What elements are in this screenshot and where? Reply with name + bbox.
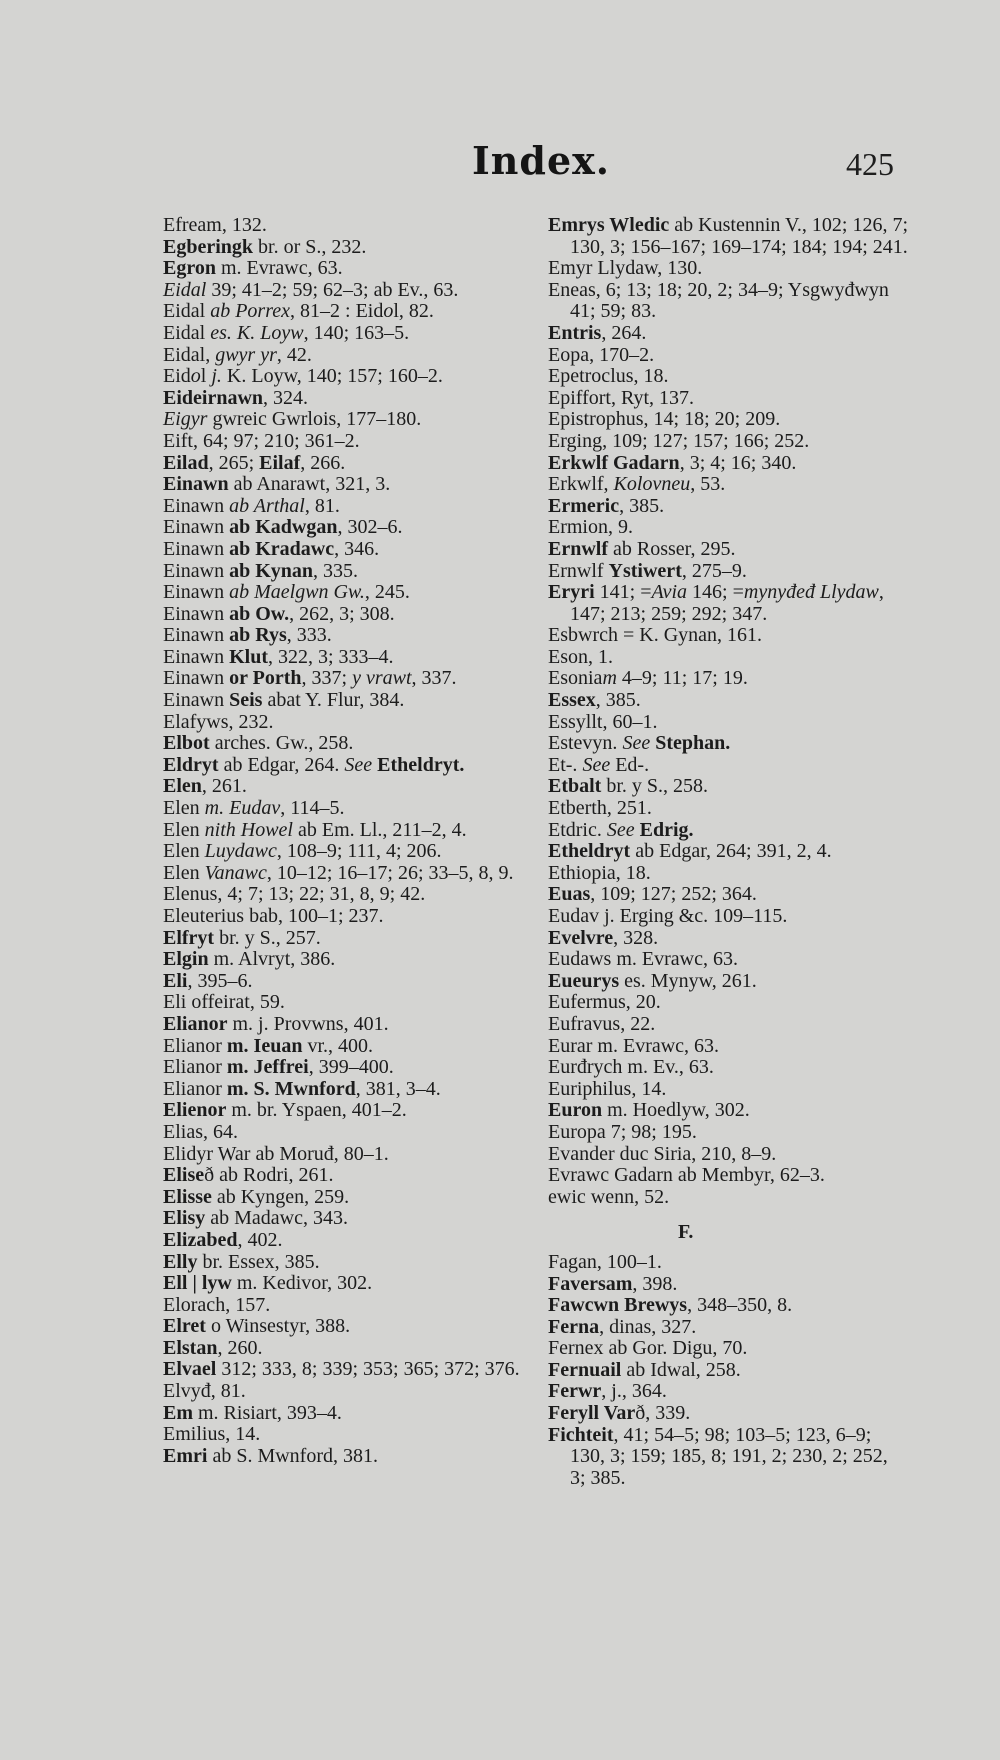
index-entry: Elen, 261. bbox=[163, 775, 247, 798]
index-entry: Epistrophus, 14; 18; 20; 209. bbox=[548, 408, 781, 431]
index-entry: Ethiopia, 18. bbox=[548, 861, 651, 884]
index-entry: Emyr Llydaw, 130. bbox=[548, 257, 703, 280]
index-entry: Ernwlf Ystiwert, 275–9. bbox=[548, 559, 747, 582]
index-entry: Eidal es. K. Loyw, 140; 163–5. bbox=[163, 321, 410, 344]
index-entry: Elbot arches. Gw., 258. bbox=[163, 732, 354, 755]
index-entry: Elienor m. br. Yspaen, 401–2. bbox=[163, 1099, 407, 1122]
index-entry: Eufravus, 22. bbox=[548, 1012, 656, 1035]
index-entry: Fernuail ab Idwal, 258. bbox=[548, 1358, 741, 1381]
index-entry: Eilad, 265; Eilaf, 266. bbox=[163, 451, 346, 474]
index-entry: Elstan, 260. bbox=[163, 1336, 263, 1359]
index-entry: Eryri 141; =Avia 146; =mynyđeđ Llydaw, 147; 213; 259; 292; 347. bbox=[548, 581, 884, 625]
index-entry: Eurar m. Evrawc, 63. bbox=[548, 1034, 720, 1057]
index-entry: Eldryt ab Edgar, 264. See Etheldryt. bbox=[163, 753, 465, 776]
index-entry: Einawn ab Arthal, 81. bbox=[163, 494, 340, 517]
index-entry: Etheldryt ab Edgar, 264; 391, 2, 4. bbox=[548, 840, 832, 863]
index-entry: Etdric. See Edrig. bbox=[548, 818, 694, 841]
index-entry: Eidal ab Porrex, 81–2 : Eidol, 82. bbox=[163, 300, 434, 323]
index-entry: Elianor m. Ieuan vr., 400. bbox=[163, 1034, 374, 1057]
index-entry: Elizabed, 402. bbox=[163, 1228, 283, 1251]
index-entry: Eson, 1. bbox=[548, 645, 613, 668]
index-entry: Evander duc Siria, 210, 8–9. bbox=[548, 1142, 777, 1165]
index-entry: Einawn ab Anarawt, 321, 3. bbox=[163, 473, 391, 496]
index-entry: Ermeric, 385. bbox=[548, 494, 665, 517]
index-entry: Einawn or Porth, 337; y vrawt, 337. bbox=[163, 667, 457, 690]
index-entry: Einawn ab Ow., 262, 3; 308. bbox=[163, 602, 395, 625]
index-entry: Elisy ab Madawc, 343. bbox=[163, 1207, 348, 1230]
index-entry: Eueurys es. Mynyw, 261. bbox=[548, 969, 757, 992]
index-entry: Elen nith Howel ab Em. Ll., 211–2, 4. bbox=[163, 818, 467, 841]
index-entry: Elidyr War ab Moruđ, 80–1. bbox=[163, 1142, 389, 1165]
index-entry: Evelvre, 328. bbox=[548, 926, 659, 949]
index-entry: Estevyn. See Stephan. bbox=[548, 732, 731, 755]
index-entry: Eidal, gwyr yr, 42. bbox=[163, 343, 312, 366]
index-entry: Entris, 264. bbox=[548, 321, 647, 344]
index-entry: Elly br. Essex, 385. bbox=[163, 1250, 320, 1273]
index-entry: Eli, 395–6. bbox=[163, 969, 253, 992]
index-entry: Elenus, 4; 7; 13; 22; 31, 8, 9; 42. bbox=[163, 883, 426, 906]
index-entry: Et-. See Ed-. bbox=[548, 753, 650, 776]
index-entry: Efream, 132. bbox=[163, 214, 267, 236]
index-entry: Einawn Seis abat Y. Flur, 384. bbox=[163, 689, 405, 712]
index-entry: Eli offeirat, 59. bbox=[163, 991, 285, 1014]
index-entry: Etbalt br. y S., 258. bbox=[548, 775, 709, 798]
index-entry: Elianor m. j. Provwns, 401. bbox=[163, 1012, 389, 1035]
index-entry: Fichteit, 41; 54–5; 98; 103–5; 123, 6–9; 130, 3; 159; 185, 8; 191, 2; 230, 2; 252, 3; 385. bbox=[548, 1423, 888, 1489]
index-entry: Eidal 39; 41–2; 59; 62–3; ab Ev., 63. bbox=[163, 278, 459, 301]
index-entry: Eopa, 170–2. bbox=[548, 343, 655, 366]
index-entry: Elorach, 157. bbox=[163, 1293, 271, 1316]
index-entry: Euas, 109; 127; 252; 364. bbox=[548, 883, 757, 906]
index-entry: Einawn ab Kynan, 335. bbox=[163, 559, 359, 582]
index-entry: Fawcwn Brewys, 348–350, 8. bbox=[548, 1294, 793, 1317]
index-entry: Eudav j. Erging &c. 109–115. bbox=[548, 905, 788, 927]
index-entry: Elafyws, 232. bbox=[163, 710, 274, 733]
index-entry: Emri ab S. Mwnford, 381. bbox=[163, 1444, 378, 1467]
index-entry: Elisse ab Kyngen, 259. bbox=[163, 1185, 350, 1208]
index-entry: Feryll Varð, 339. bbox=[548, 1402, 691, 1425]
index-entry: Einawn ab Kadwgan, 302–6. bbox=[163, 516, 403, 539]
index-entry: Euriphilus, 14. bbox=[548, 1077, 667, 1100]
index-entry: Emilius, 14. bbox=[163, 1423, 261, 1446]
page-title: Index. bbox=[472, 138, 611, 183]
index-entry: Eneas, 6; 13; 18; 20, 2; 34–9; Ysgwyđwyn 41; 59; 83. bbox=[548, 278, 889, 323]
index-entry: Egron m. Evrawc, 63. bbox=[163, 257, 343, 280]
index-entry: Evrawc Gadarn ab Membyr, 62–3. bbox=[548, 1164, 825, 1187]
index-entry: Elvyđ, 81. bbox=[163, 1380, 246, 1403]
index-entry: Ell | lyw m. Kedivor, 302. bbox=[163, 1272, 373, 1295]
index-column-right bbox=[548, 215, 908, 1489]
index-entry: Egberingk br. or S., 232. bbox=[163, 235, 367, 258]
page-number: 425 bbox=[846, 146, 894, 182]
index-entry: Elvael 312; 333, 8; 339; 353; 365; 372; 376. bbox=[163, 1358, 520, 1381]
index-entry: Eigyr gwreic Gwrlois, 177–180. bbox=[163, 408, 422, 431]
index-entry: Eudaws m. Evrawc, 63. bbox=[548, 948, 738, 971]
index-entry: Elen Vanawc, 10–12; 16–17; 26; 33–5, 8, 9. bbox=[163, 861, 514, 884]
index-entry: Ernwlf ab Rosser, 295. bbox=[548, 537, 736, 560]
index-column-left bbox=[163, 215, 543, 1467]
index-entry: Ferna, dinas, 327. bbox=[548, 1315, 697, 1338]
index-entry: Essyllt, 60–1. bbox=[548, 710, 658, 733]
index-entry: Fagan, 100–1. bbox=[548, 1250, 662, 1273]
index-entry: ewic wenn, 52. bbox=[548, 1185, 670, 1208]
index-entry: Elen Luydawc, 108–9; 111, 4; 206. bbox=[163, 840, 442, 863]
index-entry: Europa 7; 98; 195. bbox=[548, 1120, 697, 1143]
index-entry: Euron m. Hoedlyw, 302. bbox=[548, 1099, 750, 1122]
index-entry: Elias, 64. bbox=[163, 1120, 238, 1143]
index-entry: Epiffort, Ryt, 137. bbox=[548, 386, 695, 409]
index-entry: Essex, 385. bbox=[548, 689, 641, 712]
index-entry: Eufermus, 20. bbox=[548, 991, 661, 1014]
index-entry: Eidol j. K. Loyw, 140; 157; 160–2. bbox=[163, 365, 443, 388]
index-entry: Etberth, 251. bbox=[548, 797, 652, 820]
index-entry: Einawn ab Kradawc, 346. bbox=[163, 537, 380, 560]
index-entry: Ermion, 9. bbox=[548, 516, 633, 539]
index-entry: Eideirnawn, 324. bbox=[163, 386, 309, 409]
index-entry: Emrys Wledic ab Kustennin V., 102; 126, 7; 130, 3; 156–167; 169–174; 184; 194; 241. bbox=[548, 214, 909, 258]
index-entry: Elianor m. Jeffrei, 399–400. bbox=[163, 1056, 394, 1079]
index-entry: Elianor m. S. Mwnford, 381, 3–4. bbox=[163, 1077, 441, 1100]
index-entry: Em m. Risiart, 393–4. bbox=[163, 1401, 342, 1424]
index-entry: Erging, 109; 127; 157; 166; 252. bbox=[548, 429, 810, 452]
index-entry: Esoniam 4–9; 11; 17; 19. bbox=[548, 667, 748, 690]
index-entry: Eift, 64; 97; 210; 361–2. bbox=[163, 429, 360, 452]
index-entry: Esbwrch = K. Gynan, 161. bbox=[548, 624, 763, 647]
index-entry: Fernex ab Gor. Digu, 70. bbox=[548, 1337, 748, 1360]
index-entry: Elen m. Eudav, 114–5. bbox=[163, 797, 345, 820]
index-entry: Eurđrych m. Ev., 63. bbox=[548, 1056, 714, 1079]
index-entry: Einawn ab Rys, 333. bbox=[163, 624, 332, 647]
index-entry: Elfryt br. y S., 257. bbox=[163, 926, 321, 949]
section-letter-heading: F. bbox=[678, 1221, 694, 1244]
index-entry: Elret o Winsestyr, 388. bbox=[163, 1315, 351, 1338]
index-entry: Faversam, 398. bbox=[548, 1272, 678, 1295]
index-entry: Eleuterius bab, 100–1; 237. bbox=[163, 905, 384, 927]
index-entry: Eliseð ab Rodri, 261. bbox=[163, 1164, 334, 1187]
index-entry: Elgin m. Alvryt, 386. bbox=[163, 948, 336, 971]
index-entry: Einawn Klut, 322, 3; 333–4. bbox=[163, 645, 394, 668]
index-entry: Erkwlf, Kolovneu, 53. bbox=[548, 473, 726, 496]
index-entry: Ferwr, j., 364. bbox=[548, 1380, 667, 1403]
index-entry: Epetroclus, 18. bbox=[548, 365, 669, 388]
index-entry: Einawn ab Maelgwn Gw., 245. bbox=[163, 581, 410, 604]
index-entry: Erkwlf Gadarn, 3; 4; 16; 340. bbox=[548, 451, 797, 474]
